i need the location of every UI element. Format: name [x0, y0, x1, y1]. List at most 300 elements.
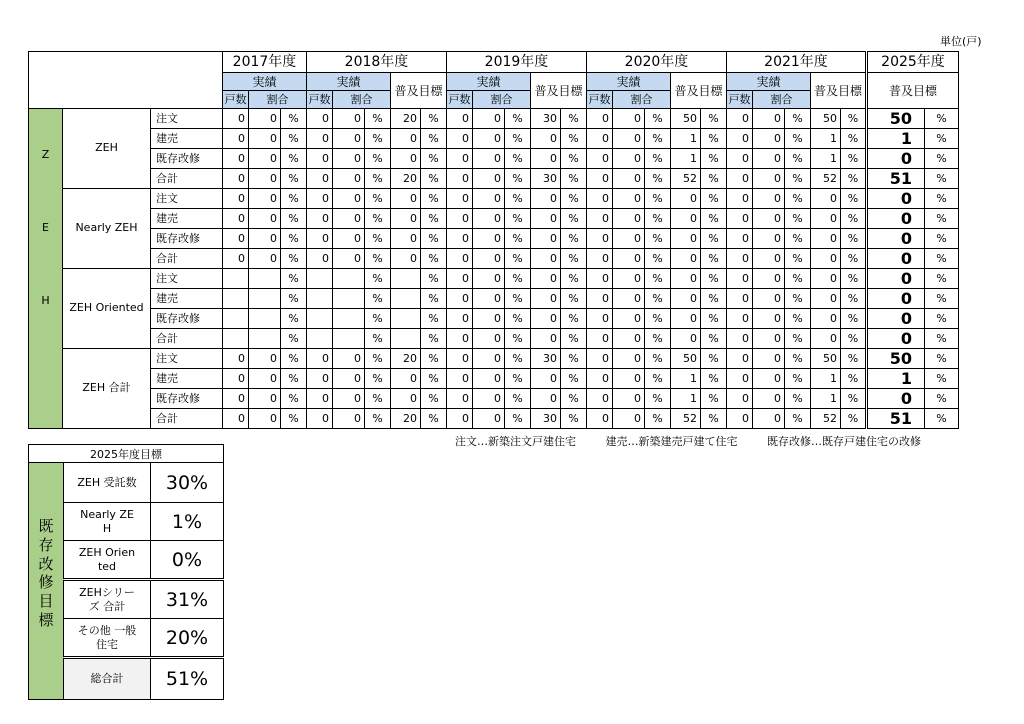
ratio-cell: 0 [473, 129, 505, 149]
target-cell: 0 [391, 149, 421, 169]
percent-sign: % [421, 389, 447, 409]
units-cell [223, 269, 249, 289]
ratio-cell [249, 309, 281, 329]
ratio-cell: 0 [753, 209, 785, 229]
units-cell: 0 [447, 129, 473, 149]
percent-sign: % [365, 189, 391, 209]
percent-sign: % [421, 349, 447, 369]
units-cell: 0 [307, 369, 333, 389]
target-cell: 30 [531, 349, 561, 369]
percent-sign: % [925, 149, 959, 169]
target-cell: 0 [531, 329, 561, 349]
ratio-cell: 0 [613, 289, 645, 309]
percent-sign: % [505, 189, 531, 209]
percent-sign: % [421, 209, 447, 229]
units-cell: 0 [223, 189, 249, 209]
ratio-cell: 0 [473, 349, 505, 369]
target-cell: 1 [811, 129, 841, 149]
target-2025-cell: 51 [867, 409, 925, 429]
table-row [29, 209, 959, 229]
percent-sign: % [925, 329, 959, 349]
percent-sign: % [701, 369, 727, 389]
percent-sign: % [561, 269, 587, 289]
percent-sign: % [785, 369, 811, 389]
units-cell: 0 [307, 189, 333, 209]
percent-sign: % [645, 249, 671, 269]
percent-sign: % [281, 249, 307, 269]
units-cell: 0 [307, 169, 333, 189]
units-cell: 0 [727, 169, 753, 189]
units-cell [223, 289, 249, 309]
target-2025-cell: 0 [867, 389, 925, 409]
target-cell: 0 [531, 229, 561, 249]
percent-sign: % [701, 329, 727, 349]
units-cell: 0 [307, 389, 333, 409]
units-cell: 0 [727, 349, 753, 369]
units-cell: 0 [587, 209, 613, 229]
percent-sign: % [365, 149, 391, 169]
units-cell: 0 [727, 209, 753, 229]
percent-sign: % [701, 289, 727, 309]
units-cell: 0 [587, 349, 613, 369]
target-2025-cell: 0 [867, 249, 925, 269]
target-cell: 0 [671, 249, 701, 269]
units-cell [307, 309, 333, 329]
target-cell: 0 [531, 289, 561, 309]
target-cell: 0 [811, 289, 841, 309]
ratio-cell [333, 269, 365, 289]
percent-sign: % [701, 189, 727, 209]
units-cell: 0 [727, 269, 753, 289]
percent-sign: % [645, 169, 671, 189]
ratio-cell: 0 [753, 189, 785, 209]
percent-sign: % [925, 369, 959, 389]
target-cell: 52 [671, 409, 701, 429]
ratio-cell: 0 [613, 309, 645, 329]
target-cell: 0 [671, 269, 701, 289]
percent-sign: % [841, 109, 867, 129]
category-cell: 合計 [151, 329, 223, 349]
target-2025-cell: 0 [867, 269, 925, 289]
side-letter: E [42, 221, 49, 234]
units-cell: 0 [223, 249, 249, 269]
category-cell: 建売 [151, 209, 223, 229]
group-name: ZEH 合計 [63, 349, 151, 429]
year-header: 2021年度 [727, 52, 867, 73]
units-header: 戸数 [307, 91, 333, 109]
actual-header: 実績 [307, 73, 391, 91]
sub-table-title: 2025年度目標 [29, 445, 224, 463]
units-cell: 0 [587, 389, 613, 409]
percent-sign: % [925, 169, 959, 189]
table-row [29, 129, 959, 149]
units-cell: 0 [447, 369, 473, 389]
percent-sign: % [841, 229, 867, 249]
target-cell: 0 [391, 189, 421, 209]
percent-sign: % [925, 209, 959, 229]
ratio-cell: 0 [613, 149, 645, 169]
side-letter: Z [41, 148, 50, 161]
target-row-label-text: ZEHシリーズ 合計 [79, 585, 135, 613]
units-cell: 0 [587, 409, 613, 429]
target-cell: 52 [811, 169, 841, 189]
ratio-cell: 0 [473, 269, 505, 289]
target-cell: 0 [531, 269, 561, 289]
actual-header: 実績 [447, 73, 531, 91]
target-cell: 0 [811, 309, 841, 329]
target-2025-cell: 0 [867, 329, 925, 349]
target-cell: 0 [391, 129, 421, 149]
percent-sign: % [505, 169, 531, 189]
percent-sign: % [281, 209, 307, 229]
percent-sign: % [925, 109, 959, 129]
table-row [29, 109, 959, 129]
ratio-header: 割合 [333, 91, 391, 109]
target-cell: 0 [671, 329, 701, 349]
target-row-label [64, 503, 151, 541]
ratio-cell: 0 [613, 229, 645, 249]
ratio-cell: 0 [473, 229, 505, 249]
ratio-cell: 0 [753, 309, 785, 329]
percent-sign: % [421, 189, 447, 209]
percent-sign: % [561, 369, 587, 389]
category-cell: 既存改修 [151, 309, 223, 329]
percent-sign: % [421, 289, 447, 309]
target-row-label [64, 463, 151, 503]
ratio-cell: 0 [613, 409, 645, 429]
target-cell: 0 [671, 229, 701, 249]
category-cell: 建売 [151, 129, 223, 149]
percent-sign: % [925, 289, 959, 309]
year-header: 2017年度 [223, 52, 307, 73]
percent-sign: % [785, 169, 811, 189]
target-row-label-text: Nearly ZEH [80, 507, 134, 535]
units-cell: 0 [223, 349, 249, 369]
percent-sign: % [421, 169, 447, 189]
ratio-cell: 0 [613, 329, 645, 349]
percent-sign: % [505, 229, 531, 249]
percent-sign: % [561, 249, 587, 269]
ratio-cell: 0 [613, 209, 645, 229]
percent-sign: % [505, 409, 531, 429]
ratio-cell: 0 [333, 349, 365, 369]
units-cell: 0 [727, 329, 753, 349]
ratio-cell: 0 [613, 389, 645, 409]
ratio-cell: 0 [473, 389, 505, 409]
units-cell: 0 [587, 189, 613, 209]
units-cell: 0 [587, 329, 613, 349]
ratio-cell: 0 [753, 349, 785, 369]
ratio-cell: 0 [333, 149, 365, 169]
percent-sign: % [645, 109, 671, 129]
ratio-cell: 0 [249, 249, 281, 269]
percent-sign: % [281, 349, 307, 369]
ratio-cell: 0 [753, 409, 785, 429]
ratio-cell: 0 [333, 169, 365, 189]
percent-sign: % [701, 229, 727, 249]
percent-sign: % [701, 409, 727, 429]
table-row [29, 309, 959, 329]
percent-sign: % [841, 349, 867, 369]
ratio-cell: 0 [473, 249, 505, 269]
target-cell: 0 [531, 249, 561, 269]
ratio-cell: 0 [249, 209, 281, 229]
percent-sign: % [365, 109, 391, 129]
target-cell: 20 [391, 169, 421, 189]
target-cell: 0 [391, 209, 421, 229]
renovation-target-side-label [29, 463, 64, 700]
percent-sign: % [365, 269, 391, 289]
percent-sign: % [281, 389, 307, 409]
percent-sign: % [841, 129, 867, 149]
percent-sign: % [561, 349, 587, 369]
units-cell: 0 [587, 369, 613, 389]
units-cell: 0 [727, 249, 753, 269]
target-2025-cell: 0 [867, 149, 925, 169]
percent-sign: % [561, 329, 587, 349]
percent-sign: % [561, 109, 587, 129]
units-cell: 0 [447, 209, 473, 229]
ratio-cell: 0 [249, 349, 281, 369]
percent-sign: % [701, 109, 727, 129]
percent-sign: % [281, 329, 307, 349]
target-cell: 0 [531, 369, 561, 389]
actual-header: 実績 [727, 73, 811, 91]
category-cell: 既存改修 [151, 229, 223, 249]
units-cell: 0 [307, 249, 333, 269]
target-header: 普及目標 [811, 73, 867, 109]
target-cell: 0 [531, 389, 561, 409]
percent-sign: % [421, 269, 447, 289]
percent-sign: % [785, 349, 811, 369]
percent-sign: % [645, 149, 671, 169]
percent-sign: % [841, 189, 867, 209]
percent-sign: % [505, 309, 531, 329]
table-row [29, 229, 959, 249]
units-cell: 0 [587, 309, 613, 329]
target-row-label [64, 580, 151, 619]
percent-sign: % [785, 249, 811, 269]
year-header: 2018年度 [307, 52, 447, 73]
ratio-cell: 0 [249, 389, 281, 409]
percent-sign: % [785, 109, 811, 129]
percent-sign: % [645, 409, 671, 429]
actual-header: 実績 [223, 73, 307, 91]
percent-sign: % [505, 269, 531, 289]
percent-sign: % [841, 269, 867, 289]
ratio-cell: 0 [613, 189, 645, 209]
target-header: 普及目標 [531, 73, 587, 109]
ratio-cell: 0 [613, 369, 645, 389]
units-cell: 0 [307, 109, 333, 129]
ratio-cell: 0 [249, 109, 281, 129]
target-header: 普及目標 [867, 73, 959, 109]
units-cell: 0 [447, 389, 473, 409]
units-cell: 0 [307, 409, 333, 429]
percent-sign: % [505, 289, 531, 309]
ratio-cell: 0 [473, 209, 505, 229]
units-cell: 0 [223, 209, 249, 229]
percent-sign: % [785, 389, 811, 409]
percent-sign: % [645, 349, 671, 369]
target-2025-cell: 50 [867, 349, 925, 369]
percent-sign: % [785, 269, 811, 289]
target-2025-cell: 1 [867, 129, 925, 149]
ratio-header: 割合 [753, 91, 811, 109]
percent-sign: % [701, 209, 727, 229]
target-2025-cell: 0 [867, 209, 925, 229]
year-header: 2020年度 [587, 52, 727, 73]
units-cell: 0 [223, 129, 249, 149]
units-cell [223, 309, 249, 329]
table-row [29, 269, 959, 289]
target-cell: 0 [671, 309, 701, 329]
units-cell: 0 [307, 129, 333, 149]
table-row [29, 289, 959, 309]
target-2025-cell: 50 [867, 109, 925, 129]
ratio-cell: 0 [613, 109, 645, 129]
target-row-label-text: ZEH 受託数 [77, 475, 137, 489]
percent-sign: % [561, 229, 587, 249]
ratio-cell: 0 [613, 129, 645, 149]
percent-sign: % [785, 289, 811, 309]
zeh-side-label [29, 109, 63, 429]
percent-sign: % [561, 309, 587, 329]
target-cell: 20 [391, 109, 421, 129]
ratio-cell: 0 [333, 229, 365, 249]
category-cell: 注文 [151, 109, 223, 129]
target-2025-cell: 0 [867, 229, 925, 249]
percent-sign: % [701, 169, 727, 189]
ratio-cell: 0 [473, 369, 505, 389]
percent-sign: % [925, 229, 959, 249]
target-2025-table [28, 444, 224, 700]
target-cell: 0 [671, 289, 701, 309]
ratio-cell: 0 [249, 229, 281, 249]
units-cell: 0 [223, 169, 249, 189]
percent-sign: % [645, 189, 671, 209]
table-row [29, 389, 959, 409]
units-cell [307, 269, 333, 289]
ratio-cell: 0 [753, 329, 785, 349]
percent-sign: % [645, 229, 671, 249]
target-cell: 50 [811, 109, 841, 129]
percent-sign: % [645, 389, 671, 409]
percent-sign: % [281, 289, 307, 309]
units-cell: 0 [307, 349, 333, 369]
units-cell: 0 [587, 229, 613, 249]
category-cell: 注文 [151, 349, 223, 369]
units-cell: 0 [447, 109, 473, 129]
target-cell [391, 269, 421, 289]
ratio-cell: 0 [753, 389, 785, 409]
target-2025-cell: 51 [867, 169, 925, 189]
target-row-value: 30% [151, 463, 224, 503]
ratio-cell: 0 [333, 369, 365, 389]
target-cell: 0 [531, 309, 561, 329]
percent-sign: % [701, 149, 727, 169]
ratio-cell: 0 [249, 189, 281, 209]
category-cell: 既存改修 [151, 389, 223, 409]
percent-sign: % [561, 409, 587, 429]
units-cell: 0 [223, 369, 249, 389]
target-cell: 0 [391, 389, 421, 409]
percent-sign: % [785, 149, 811, 169]
target-cell: 50 [811, 349, 841, 369]
units-cell: 0 [727, 389, 753, 409]
percent-sign: % [645, 269, 671, 289]
percent-sign: % [841, 249, 867, 269]
units-cell: 0 [727, 189, 753, 209]
target-cell: 0 [811, 329, 841, 349]
category-cell: 注文 [151, 189, 223, 209]
percent-sign: % [785, 409, 811, 429]
percent-sign: % [841, 209, 867, 229]
target-cell: 50 [671, 109, 701, 129]
target-cell: 20 [391, 349, 421, 369]
category-cell: 合計 [151, 249, 223, 269]
target-cell: 50 [671, 349, 701, 369]
percent-sign: % [421, 409, 447, 429]
units-cell: 0 [587, 149, 613, 169]
target-cell: 1 [811, 149, 841, 169]
percent-sign: % [365, 249, 391, 269]
target-cell: 0 [811, 269, 841, 289]
ratio-cell: 0 [333, 249, 365, 269]
ratio-cell: 0 [753, 269, 785, 289]
category-cell: 建売 [151, 289, 223, 309]
percent-sign: % [561, 149, 587, 169]
percent-sign: % [365, 209, 391, 229]
group-name: Nearly ZEH [63, 189, 151, 269]
percent-sign: % [365, 169, 391, 189]
table-row [29, 409, 959, 429]
target-cell: 0 [391, 229, 421, 249]
target-cell: 0 [811, 209, 841, 229]
percent-sign: % [561, 189, 587, 209]
percent-sign: % [505, 129, 531, 149]
target-cell: 0 [391, 369, 421, 389]
legend-renovation: 既存改修…既存戸建住宅の改修 [767, 435, 921, 448]
target-cell: 30 [531, 409, 561, 429]
units-cell: 0 [587, 269, 613, 289]
units-cell: 0 [447, 349, 473, 369]
percent-sign: % [281, 109, 307, 129]
units-cell: 0 [727, 369, 753, 389]
category-cell: 注文 [151, 269, 223, 289]
units-cell: 0 [447, 189, 473, 209]
target-cell: 20 [391, 409, 421, 429]
percent-sign: % [925, 269, 959, 289]
percent-sign: % [701, 309, 727, 329]
percent-sign: % [785, 329, 811, 349]
percent-sign: % [841, 309, 867, 329]
target-cell: 0 [671, 209, 701, 229]
units-cell: 0 [447, 309, 473, 329]
ratio-cell: 0 [753, 129, 785, 149]
percent-sign: % [421, 229, 447, 249]
table-row [29, 329, 959, 349]
units-cell: 0 [223, 389, 249, 409]
percent-sign: % [701, 129, 727, 149]
target-cell [391, 309, 421, 329]
ratio-header: 割合 [249, 91, 307, 109]
ratio-cell [249, 289, 281, 309]
units-cell: 0 [727, 129, 753, 149]
ratio-cell: 0 [473, 329, 505, 349]
units-cell: 0 [727, 289, 753, 309]
units-cell: 0 [587, 289, 613, 309]
